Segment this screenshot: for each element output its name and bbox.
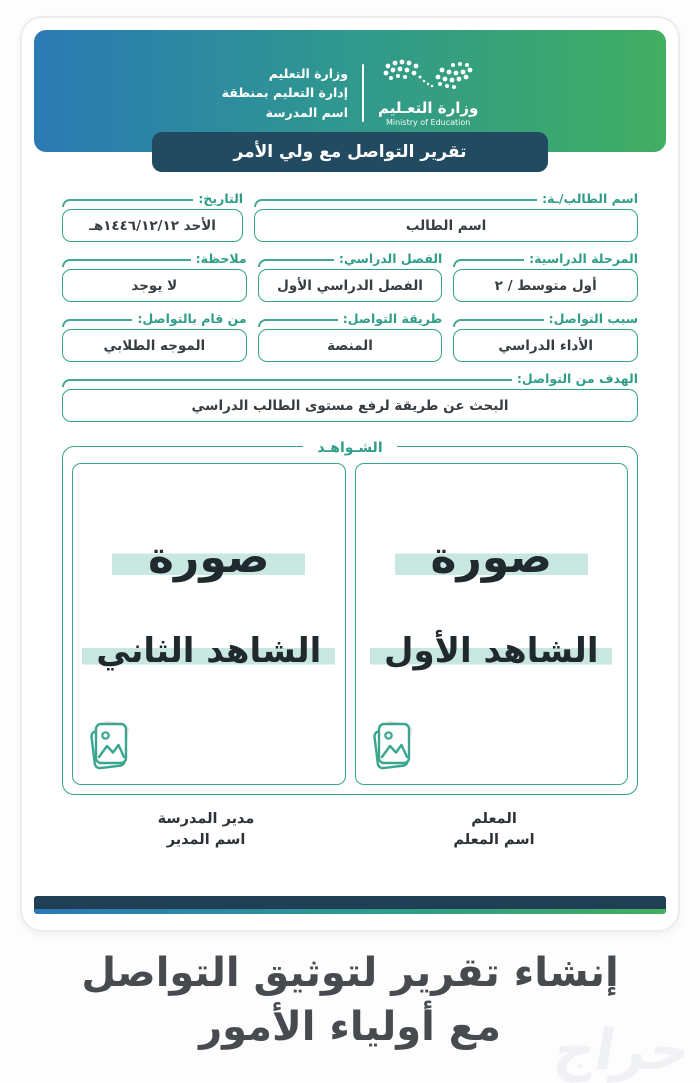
evidence-box-first [355, 463, 629, 785]
date-label: التاريخ: [198, 190, 244, 206]
photo-icon [88, 719, 134, 773]
form-row-2 [62, 250, 638, 302]
org-line-school: اسم المدرسة [265, 104, 349, 120]
student-name-value: اسم الطالب [254, 209, 638, 242]
student-name-field [254, 190, 638, 242]
evidence-first-line2: الشاهد الأول [370, 631, 612, 671]
bottom-bar [34, 896, 666, 914]
stage-label: المرحلة الدراسية: [529, 250, 638, 266]
label-line [453, 259, 524, 267]
evidence-second-line1: صورة [112, 532, 305, 583]
semester-field [258, 250, 443, 302]
evidence-second-line2: الشاهد الثاني [82, 631, 335, 671]
ministry-logo-subtitle: Ministry of Education [385, 117, 471, 127]
caption-line-1: إنشاء تقرير لتوثيق التواصل [81, 950, 619, 996]
principal-name: اسم المدير [166, 832, 246, 848]
header-separator [362, 64, 364, 122]
stage-value: أول متوسط / ٢ [453, 269, 638, 302]
report-title-banner: تقرير التواصل مع ولي الأمر [152, 132, 548, 172]
evidence-legend-label: الشـواهـد [303, 440, 396, 456]
label-line [254, 199, 537, 207]
label-line [258, 319, 338, 327]
org-lines [222, 64, 348, 122]
report-card [20, 16, 680, 932]
form-row-1 [62, 190, 638, 242]
teacher-name: اسم المعلم [453, 832, 535, 848]
goal-field [62, 370, 638, 422]
label-line [62, 319, 132, 327]
date-field [62, 190, 243, 242]
report-form [22, 172, 678, 848]
form-row-4 [62, 370, 638, 422]
note-value: لا يوجد [62, 269, 247, 302]
signature-principal [62, 811, 350, 848]
ministry-logo-dots-icon [380, 58, 476, 92]
method-value: المنصة [258, 329, 443, 362]
date-value: الأحد ١٤٤٦/١٢/١٢هـ [62, 209, 243, 242]
reason-value: الأداء الدراسي [453, 329, 638, 362]
label-line [258, 259, 334, 267]
semester-label: الفصل الدراسي: [338, 250, 443, 266]
label-line [453, 319, 543, 327]
bottom-bar-navy [34, 896, 666, 909]
goal-value: البحث عن طريقة لرفع مستوى الطالب الدراسي [62, 389, 638, 422]
bottom-bar-gradient [34, 909, 666, 914]
note-field [62, 250, 247, 302]
evidence-row [72, 463, 628, 785]
evidence-legend [63, 437, 637, 456]
method-field [258, 310, 443, 362]
label-line [62, 259, 191, 267]
signatures [62, 811, 638, 848]
reason-label: سبب التواصل: [548, 310, 638, 326]
signature-teacher [350, 811, 638, 848]
contact-by-label: من قام بالتواصل: [137, 310, 247, 326]
photo-icon [371, 719, 417, 773]
label-line [62, 199, 193, 207]
method-label: طريقة التواصل: [342, 310, 443, 326]
student-name-label: اسم الطالب/ـة: [542, 190, 638, 206]
org-line-ministry: وزارة التعليم [268, 65, 349, 81]
evidence-box-second [72, 463, 346, 785]
haraj-watermark: حراج [549, 1018, 696, 1083]
label-line [62, 379, 512, 387]
principal-role: مدير المدرسة [157, 811, 255, 827]
reason-field [453, 310, 638, 362]
org-line-admin: إدارة التعليم بمنطقة [221, 85, 349, 101]
teacher-role: المعلم [471, 811, 517, 827]
semester-value: الفصل الدراسي الأول [258, 269, 443, 302]
evidence-section [62, 440, 638, 795]
evidence-first-line1: صورة [395, 532, 588, 583]
caption-line-2: مع أولياء الأمور [199, 1004, 501, 1050]
note-label: ملاحظة: [195, 250, 247, 266]
header-group [222, 58, 479, 128]
ministry-logo [378, 58, 478, 128]
contact-by-field [62, 310, 247, 362]
stage-field [453, 250, 638, 302]
contact-by-value: الموجه الطلابي [62, 329, 247, 362]
goal-label: الهدف من التواصل: [516, 370, 638, 386]
ministry-logo-title: وزارة التعـليم [378, 99, 479, 118]
form-row-3 [62, 310, 638, 362]
